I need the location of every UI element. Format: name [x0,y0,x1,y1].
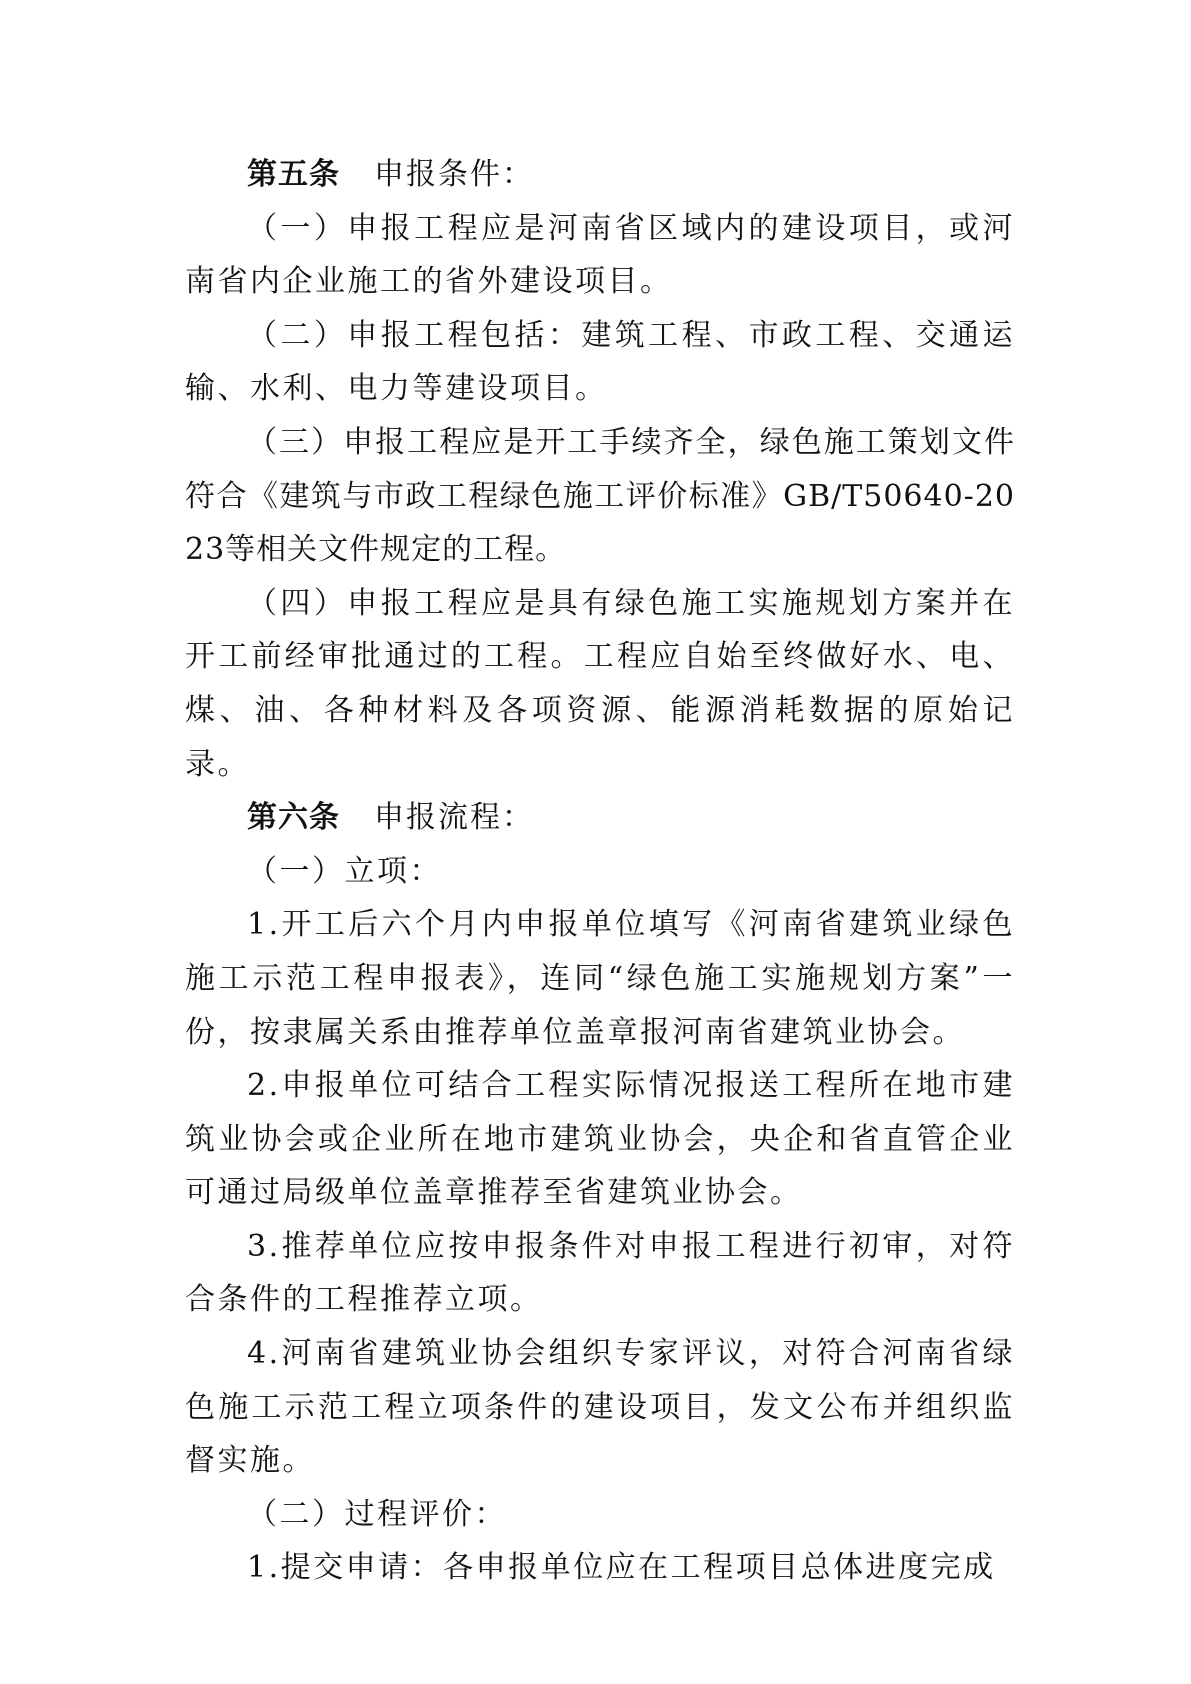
article-6-heading [185,791,1015,845]
article-5-label: 第五条 [247,157,340,192]
article-5-item-3: （三）申报工程应是开工手续齐全，绿色施工策划文件符合《建筑与市政工程绿色施工评价标准》GB/T50640-2023等相关文件规定的工程。 [185,424,1015,568]
article-6-label: 第六条 [247,800,340,836]
establishment-item-2: 2.申报单位可结合工程实际情况报送工程所在地市建筑业协会或企业所在地市建筑业协会，央企和省直管企业可通过局级单位盖章推荐至省建筑业协会。 [185,1068,1015,1211]
article-6-title: 申报流程： [374,800,534,836]
process-evaluation-item-1: 1.提交申请：各申报单位应在工程项目总体进度完成 [247,1550,996,1586]
article-5-title: 申报条件： [374,157,534,192]
establishment-item-4: 4.河南省建筑业协会组织专家评议，对符合河南省绿色施工示范工程立项条件的建设项目，发文公布并组织监督实施。 [185,1336,1015,1479]
establishment-item-3: 3.推荐单位应按申报条件对申报工程进行初审，对符合条件的工程推荐立项。 [185,1228,1015,1318]
article-5-item-1: （一）申报工程应是河南省区域内的建设项目，或河南省内企业施工的省外建设项目。 [185,210,1015,300]
section-establishment-title: （一）立项： [247,853,442,889]
document-page [185,148,1015,1595]
article-5-item-2: （二）申报工程包括：建筑工程、市政工程、交通运输、水利、电力等建设项目。 [185,317,1015,407]
section-process-evaluation-title: （二）过程评价： [247,1496,507,1532]
article-5-item-4: （四）申报工程应是具有绿色施工实施规划方案并在开工前经审批通过的工程。工程应自始至终做好水、电、煤、油、各种材料及各项资源、能源消耗数据的原始记录。 [185,585,1015,782]
article-5-heading [185,148,1015,202]
establishment-item-1: 1.开工后六个月内申报单位填写《河南省建筑业绿色施工示范工程申报表》，连同“绿色施工实施规划方案”一份，按隶属关系由推荐单位盖章报河南省建筑业协会。 [185,907,1015,1050]
